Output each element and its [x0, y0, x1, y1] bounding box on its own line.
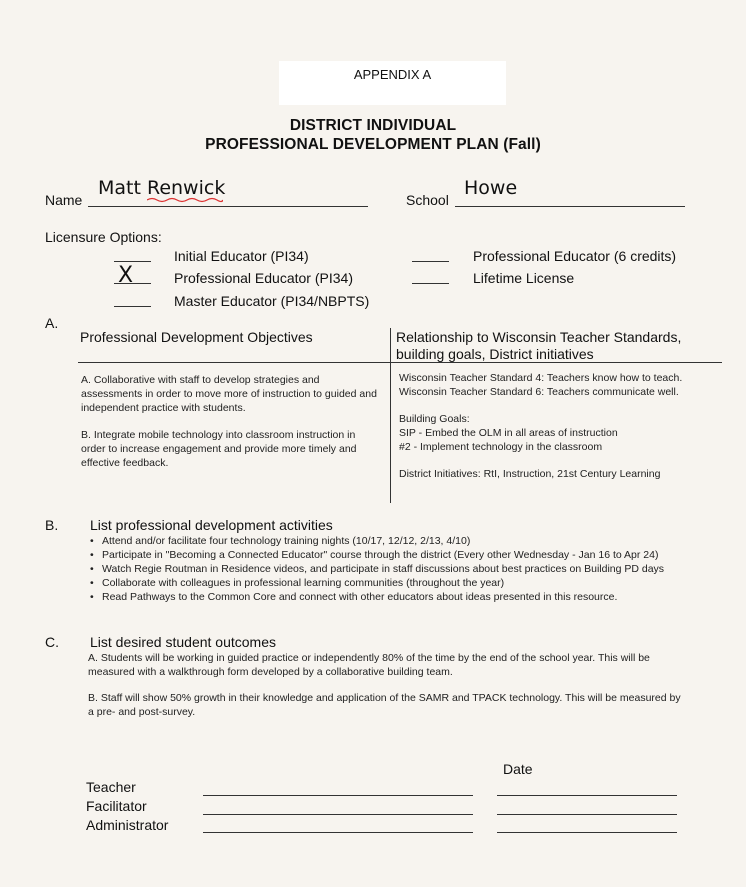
building-goal-1: SIP - Embed the OLM in all areas of instruction: [399, 427, 618, 439]
section-b-letter: B.: [45, 517, 59, 533]
activity-item: • Attend and/or facilitate four technology training nights (10/17, 12/12, 2/13, 4/10): [102, 535, 470, 547]
header-divider: [78, 362, 722, 363]
administrator-label: Administrator: [86, 817, 169, 833]
spellcheck-squiggle: [147, 197, 223, 203]
check-mark: X: [118, 263, 134, 288]
teacher-label: Teacher: [86, 779, 136, 795]
standard-4: Wisconsin Teacher Standard 4: Teachers know how to teach.: [399, 372, 683, 384]
licensure-heading: Licensure Options:: [45, 229, 162, 245]
column-divider: [390, 328, 391, 503]
section-c-heading: List desired student outcomes: [90, 634, 276, 650]
option-initial-educator: Initial Educator (PI34): [174, 248, 309, 264]
appendix-box: [279, 61, 506, 105]
blank-initial-educator: [114, 261, 151, 262]
outcome-a: A. Students will be working in guided practice or independently 80% of the time by the end of the school year. This will be measured with a walkthrough form developed by a collaborative building team.: [88, 652, 650, 679]
blank-professional-6-credits: [412, 261, 449, 262]
building-goals-heading: Building Goals:: [399, 413, 470, 425]
name-underline: [88, 206, 368, 207]
activity-item: • Participate in "Becoming a Connected Educator" course through the district (Every other Wednesday - Jan 16 to Apr 24): [102, 549, 658, 561]
school-value: Howe: [464, 177, 518, 199]
section-c-letter: C.: [45, 634, 59, 650]
name-value: Matt Renwick: [98, 177, 226, 199]
option-lifetime-license: Lifetime License: [473, 270, 575, 286]
title-line-1: DISTRICT INDIVIDUAL: [289, 117, 457, 134]
option-master-educator: Master Educator (PI34/NBPTS): [174, 293, 370, 309]
title-line-2: PROFESSIONAL DEVELOPMENT PLAN (Fall): [205, 136, 541, 153]
activity-item: • Read Pathways to the Common Core and connect with other educators about ideas presented in this resource.: [102, 591, 617, 603]
teacher-signature-line[interactable]: [203, 795, 473, 796]
building-goal-2: #2 - Implement technology in the classroom: [399, 441, 603, 453]
activity-item: • Watch Regie Routman in Residence videos, and participate in staff discussions about best practices on Building PD days: [102, 563, 664, 575]
relationship-header-line-1: Relationship to Wisconsin Teacher Standards,: [396, 329, 682, 345]
name-label: Name: [45, 192, 83, 208]
relationship-header-line-2: building goals, District initiatives: [396, 346, 594, 362]
objective-a: A. Collaborative with staff to develop strategies and assessments in order to move more of instruction to guided and independent practice with students.: [81, 374, 377, 415]
district-initiatives: District Initiatives: RtI, Instruction, 21st Century Learning: [399, 468, 661, 480]
option-professional-educator: Professional Educator (PI34): [174, 270, 353, 286]
facilitator-label: Facilitator: [86, 798, 147, 814]
facilitator-signature-line[interactable]: [203, 814, 473, 815]
school-label: School: [406, 192, 449, 208]
section-a-letter: A.: [45, 315, 59, 331]
section-b-heading: List professional development activities: [90, 517, 333, 533]
standard-6: Wisconsin Teacher Standard 6: Teachers communicate well.: [399, 386, 679, 398]
objectives-header: Professional Development Objectives: [80, 329, 313, 345]
school-underline: [455, 206, 685, 207]
outcome-b: B. Staff will show 50% growth in their knowledge and application of the SAMR and TPACK technology. This will be measured by a pre- and post-survey.: [88, 692, 681, 719]
objective-b: B. Integrate mobile technology into classroom instruction in order to increase engagement and provide more timely and effective feedback.: [81, 429, 357, 470]
option-professional-6-credits: Professional Educator (6 credits): [473, 248, 677, 264]
activity-item: • Collaborate with colleagues in professional learning communities (throughout the year): [102, 577, 504, 589]
date-label: Date: [503, 761, 533, 777]
blank-lifetime-license: [412, 283, 449, 284]
teacher-date-line[interactable]: [497, 795, 677, 796]
facilitator-date-line[interactable]: [497, 814, 677, 815]
appendix-label: APPENDIX A: [353, 67, 432, 82]
administrator-date-line[interactable]: [497, 832, 677, 833]
blank-master-educator: [114, 306, 151, 307]
administrator-signature-line[interactable]: [203, 832, 473, 833]
